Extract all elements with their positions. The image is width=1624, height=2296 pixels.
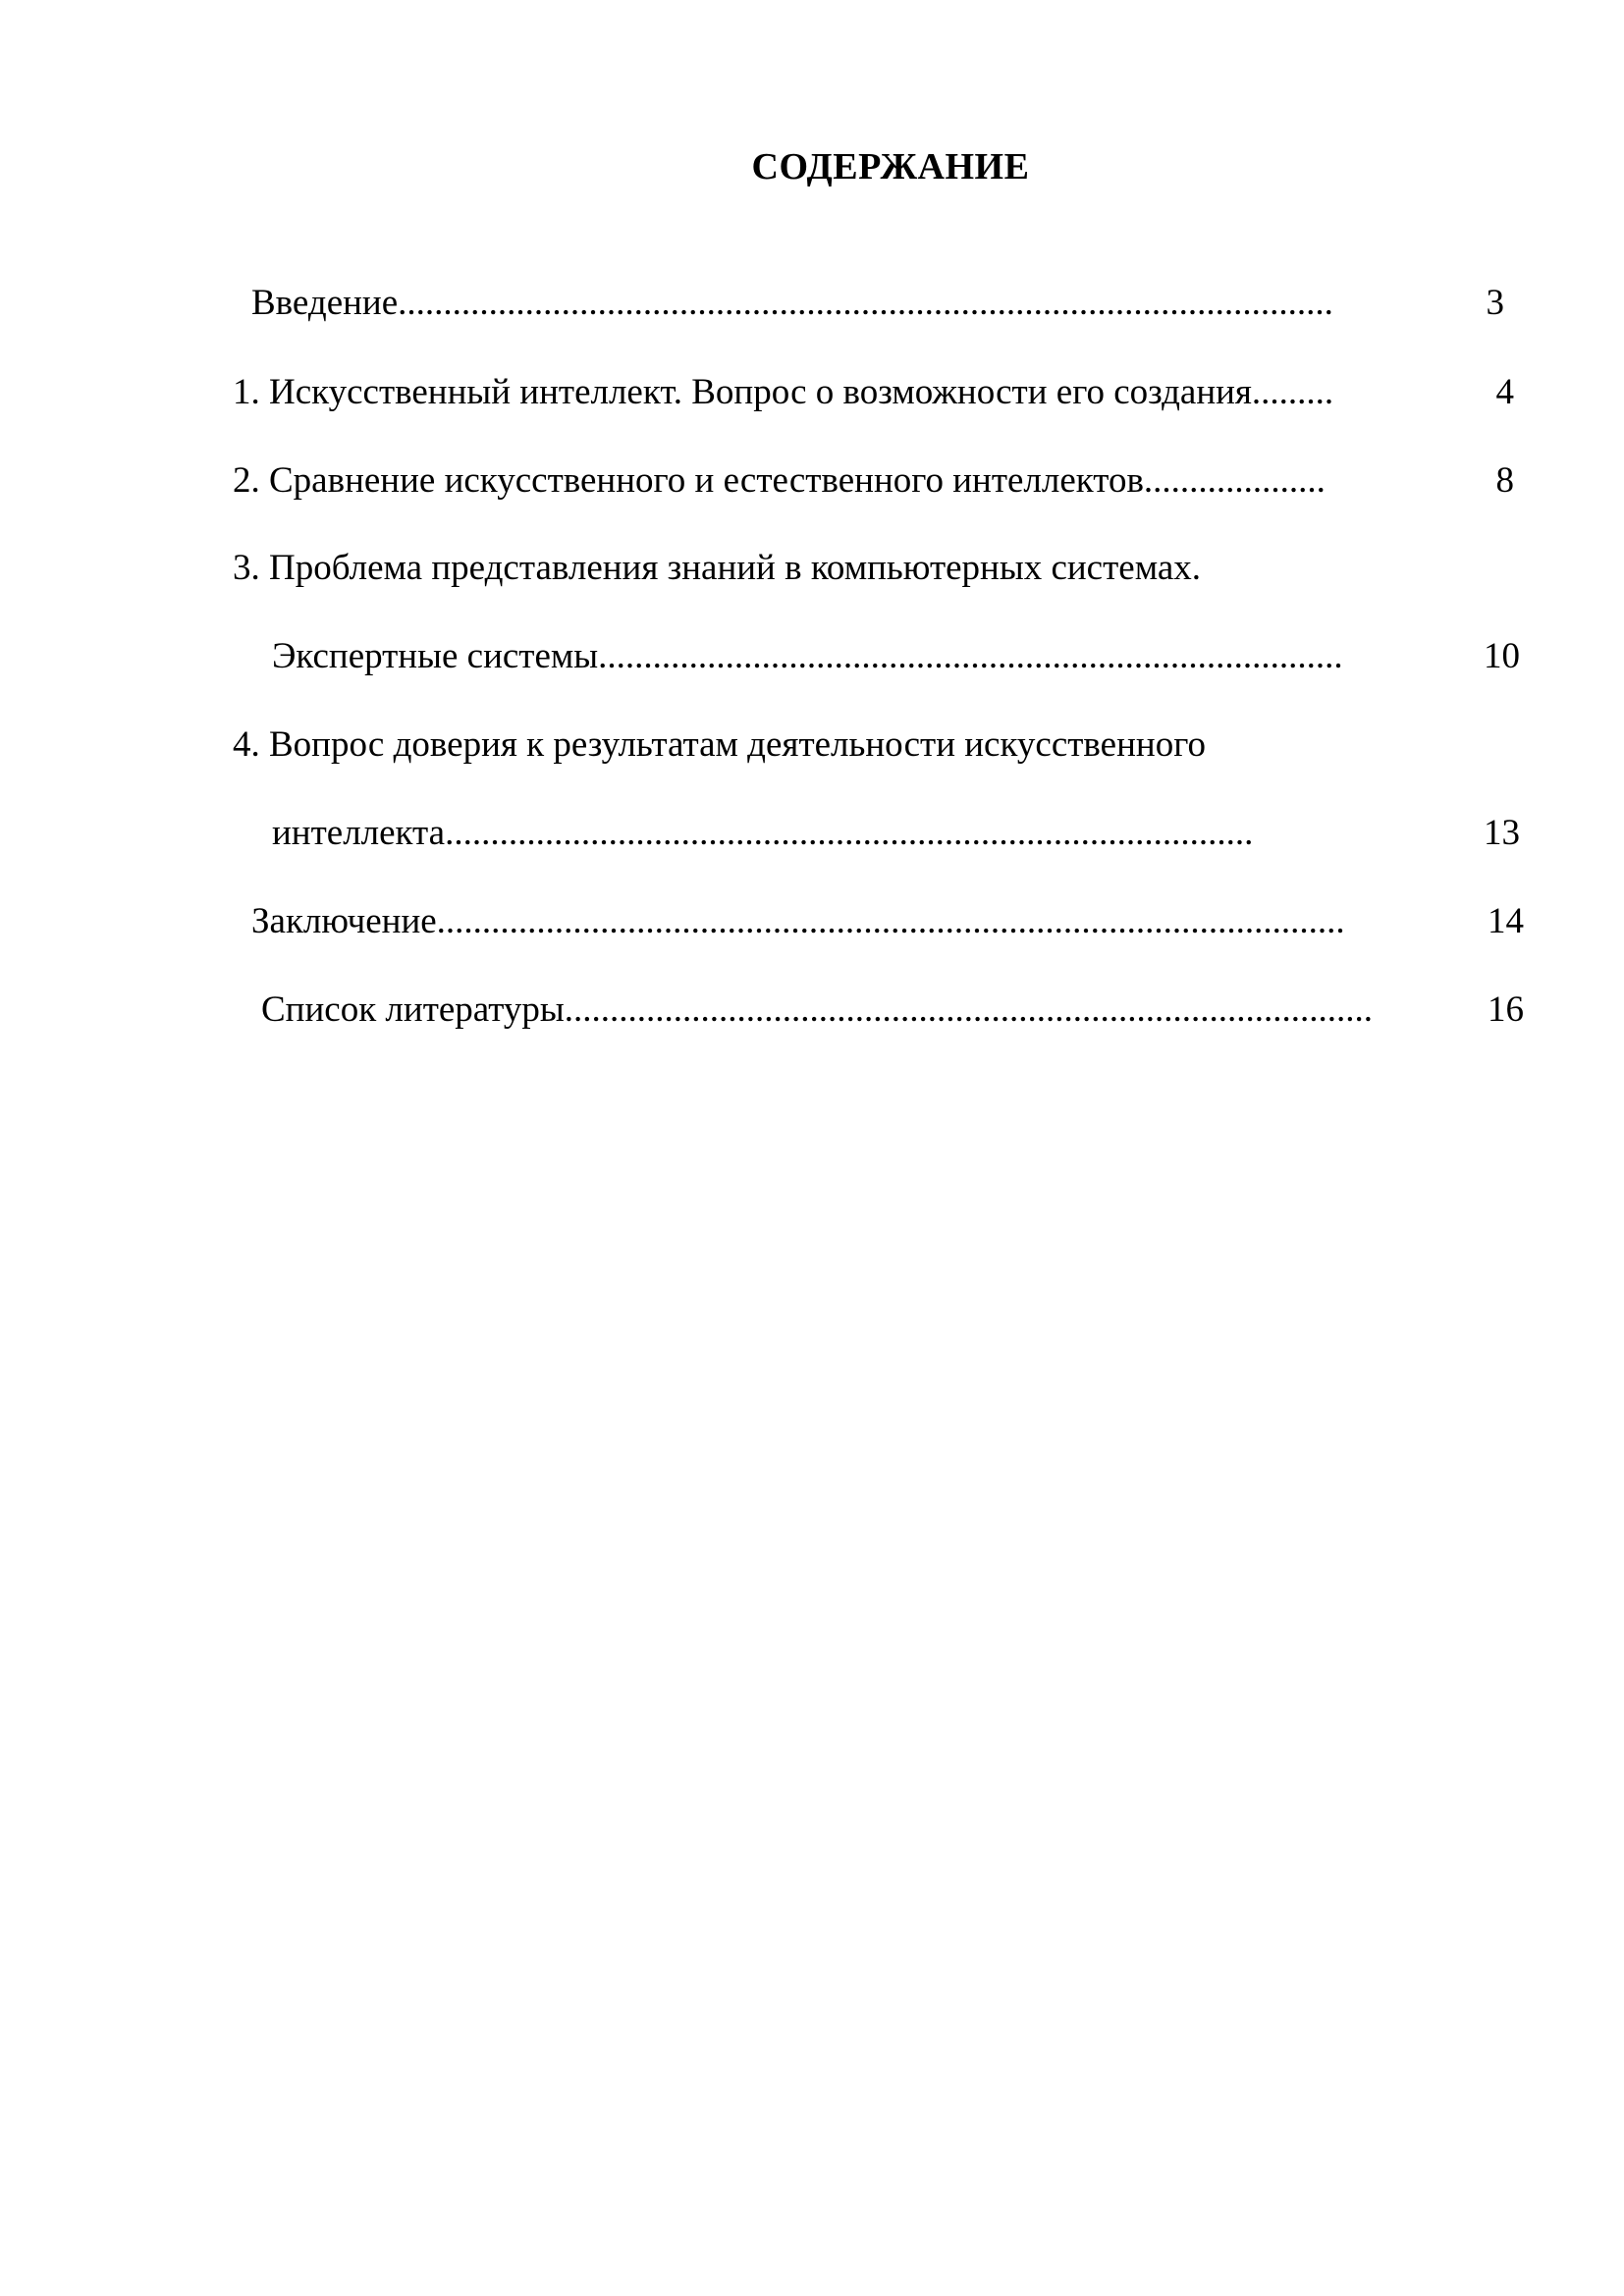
- toc-entry-chapter-3-continued: Экспертные системы..................................................................................: [272, 636, 1343, 676]
- toc-entry-references: Список литературы.........................................................................................: [261, 989, 1374, 1030]
- toc-entry-conclusion: Заключение....................................................................................................: [251, 901, 1345, 941]
- toc-page-number: 14: [1488, 901, 1524, 941]
- toc-page-number: 8: [1495, 460, 1514, 501]
- toc-entry-chapter-4: 4. Вопрос доверия к результатам деятельности искусственного: [233, 724, 1206, 765]
- toc-entry-chapter-4-continued: интеллекта.........................................................................................: [272, 813, 1254, 853]
- toc-page-number: 3: [1486, 283, 1504, 323]
- toc-page-number: 16: [1488, 989, 1524, 1030]
- toc-entry-chapter-1: 1. Искусственный интеллект. Вопрос о возможности его создания.........: [233, 372, 1334, 412]
- page-title: СОДЕРЖАНИЕ: [751, 146, 1030, 187]
- toc-page-number: 4: [1495, 372, 1514, 412]
- toc-entry-chapter-2: 2. Сравнение искусственного и естественного интеллектов....................: [233, 460, 1326, 501]
- toc-page-number: 13: [1484, 813, 1520, 853]
- toc-entry-introduction: Введение.......................................................................................................: [251, 283, 1333, 323]
- toc-entry-chapter-3: 3. Проблема представления знаний в компьютерных системах.: [233, 548, 1202, 588]
- toc-page-number: 10: [1484, 636, 1520, 676]
